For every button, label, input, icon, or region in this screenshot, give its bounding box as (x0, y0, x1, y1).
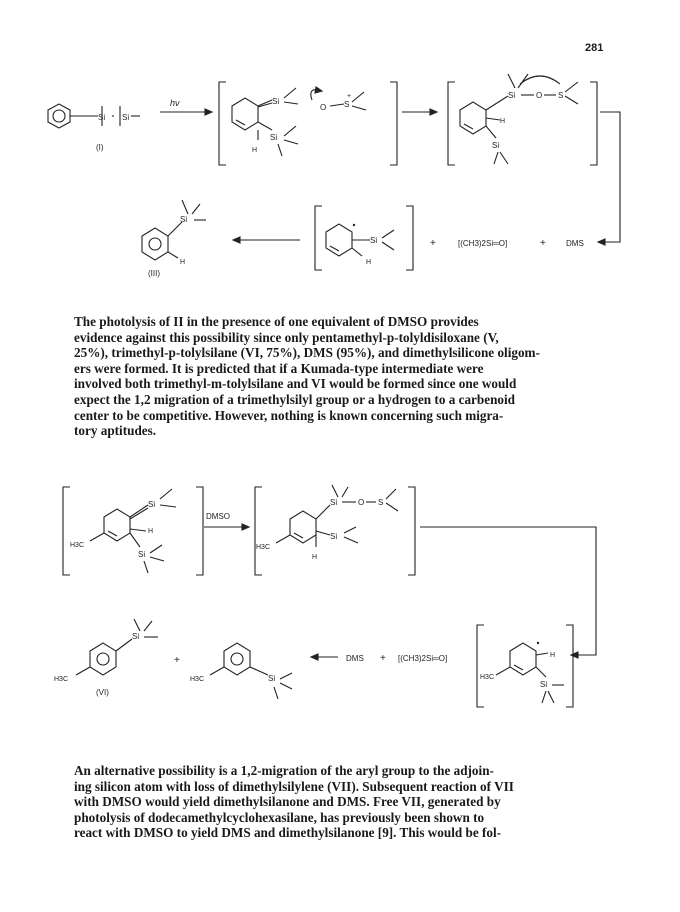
text-line: tory aptitudes. (74, 423, 157, 439)
text-line: ers were formed. It is predicted that if a Kumada-type intermediate were (74, 360, 484, 376)
h3c-label: H3C (480, 674, 495, 681)
paragraph-1 (74, 314, 606, 439)
si-label: Si (272, 97, 280, 106)
siloxane-label: [(CH3)2Si═O] (458, 239, 508, 248)
si-label: Si (492, 141, 500, 150)
s-label: S (378, 498, 384, 507)
si-label: Si (148, 500, 156, 509)
o-label: O (358, 498, 365, 507)
dmso-label: DMSO (206, 512, 230, 521)
si-label: Si (138, 550, 146, 559)
si-label: Si (370, 236, 378, 245)
text-line: involved both trimethyl-m-tolylsilane and VI would be formed since one would (74, 376, 517, 392)
dms-label: DMS (346, 654, 364, 663)
h-label: H (366, 259, 372, 266)
hv-label: hν (170, 98, 180, 108)
si-label: Si (330, 532, 338, 541)
text-line: react with DMSO to yield DMS and dimethylsilanone [9]. This would be fol- (74, 825, 502, 841)
text-line: expect the 1,2 migration of a trimethylsilyl group or a hydrogen to a carbenoid (74, 391, 516, 407)
text-line: with DMSO would yield dimethylsilanone and DMS. Free VII, generated by (74, 794, 501, 810)
page-number: 281 (585, 42, 604, 54)
reaction-scheme-1 (0, 60, 680, 290)
si-label: Si (132, 632, 140, 641)
h-label: H (180, 259, 186, 266)
h-label: H (252, 147, 258, 154)
dms-label: DMS (566, 239, 584, 248)
text-line: photolysis of dodecamethylcyclohexasilane, has previously been shown to (74, 809, 485, 825)
paragraph-2 (74, 763, 606, 841)
h3c-label: H3C (190, 676, 205, 683)
o-label: O (536, 91, 543, 100)
plus-sign: + (540, 238, 546, 249)
si-label: Si (330, 498, 338, 507)
text-line: ing silicon atom with loss of dimethylsilylene (VII). Subsequent reaction of VII (74, 778, 514, 794)
plus-sign: + (380, 653, 386, 664)
h-label: H (148, 528, 154, 535)
s-label: S (558, 91, 564, 100)
compound-III-label: (III) (148, 269, 160, 278)
si-label: Si (268, 674, 276, 683)
siloxane-label: [(CH3)2Si═O] (398, 654, 448, 663)
h3c-label: H3C (54, 676, 69, 683)
si-label: Si (508, 91, 516, 100)
h-label: H (550, 652, 556, 659)
text-line: An alternative possibility is a 1,2-migration of the aryl group to the adjoin- (74, 763, 494, 778)
si-label: Si (98, 113, 106, 122)
h3c-label: H3C (70, 542, 85, 549)
reaction-scheme-2 (0, 475, 680, 725)
text-line: center to be competitive. However, nothing is known concerning such migra- (74, 407, 504, 423)
compound-VI-label: (VI) (96, 688, 109, 697)
si-label: Si (270, 133, 278, 142)
s-label: S (344, 100, 350, 109)
si-label: Si (540, 680, 548, 689)
compound-I-label: (I) (96, 143, 104, 152)
h-label: H (500, 118, 506, 125)
h3c-label: H3C (256, 544, 271, 551)
text-line: The photolysis of II in the presence of one equivalent of DMSO provides (74, 314, 479, 329)
plus-sign: + (430, 238, 436, 249)
plus-sign: + (347, 93, 352, 100)
plus-sign: + (174, 655, 180, 666)
text-line: 25%), trimethyl-p-tolylsilane (VI, 75%), DMS (95%), and dimethylsilicone oligom- (74, 345, 540, 361)
si-label: Si (180, 215, 188, 224)
h-label: H (312, 554, 318, 561)
text-line: evidence against this possibility since only pentamethyl-p-tolyldisiloxane (V, (74, 329, 499, 345)
o-label: O (320, 103, 327, 112)
si-label: Si (122, 113, 130, 122)
